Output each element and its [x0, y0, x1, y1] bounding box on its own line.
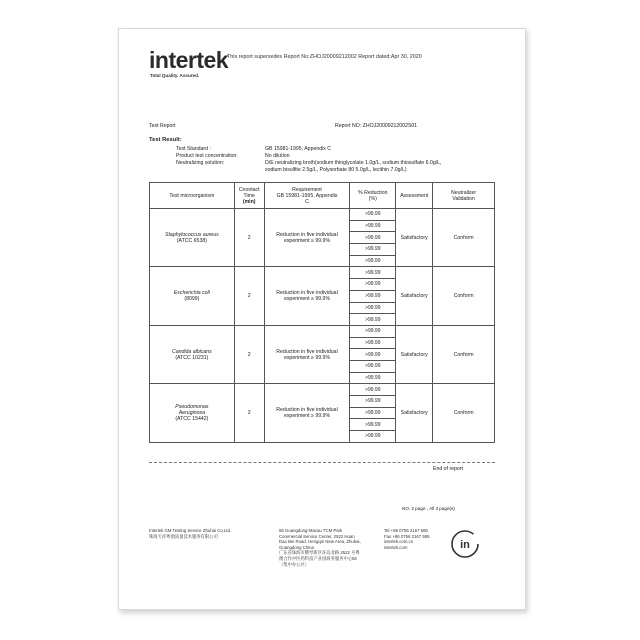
neutralizing-value-line2: sodium bisulfite 2.5g/L, Polysorbate 80 5.0g/L, lecithin 7.0g/L) [265, 167, 407, 173]
footer-contact [384, 528, 430, 550]
header-microorganism: Test microorganism [150, 183, 235, 209]
page-info: NO. 2 page , All 3 page(s) [402, 506, 455, 511]
concentration-value: No dilution [265, 153, 290, 159]
footer-web2: intertek.com [384, 544, 408, 550]
reduction-value: >99.99 [350, 431, 396, 443]
footer-tel: Tel +86 0756 2167 580 [384, 528, 428, 533]
requirement-cell: Reduction in five individual experiment ≥ 99.9% [264, 267, 350, 325]
reduction-value: >99.99 [350, 267, 396, 279]
requirement-cell: Reduction in five individual experiment ≥ 99.9% [264, 325, 350, 383]
neutralizing-label: Neutralizing solution: [176, 160, 225, 166]
test-result-title: Test Result: [149, 137, 182, 143]
end-of-report: End of report [433, 466, 463, 472]
table-row [150, 384, 495, 396]
footer-address: 55 Guangdong-Macau TCM Park Commercial Service Center, 2522 Huan Dao Bei Road, Hengqin New Area, Zhuhai, Guangdong China 广东省珠海市横琴新区环岛北路 2522 号粤 澳合作中医药科技产业园商务服务中心55 （集中办公区） [279, 528, 361, 567]
microorganism-cell: Candida albicans (ATCC 10231) [150, 325, 235, 383]
reduction-value: >99.99 [350, 232, 396, 244]
reduction-value: >99.99 [350, 349, 396, 361]
assessment-cell: Satisfactory [396, 325, 433, 383]
table-row [150, 209, 495, 221]
reduction-value: >99.99 [350, 314, 396, 326]
contact-time-cell: 2 [234, 325, 264, 383]
test-report-label: Test Report [149, 123, 176, 129]
header-requirement: Requirement GB 15981-1995, Appendix C [264, 183, 350, 209]
end-divider [149, 462, 495, 463]
reduction-value: >99.99 [350, 407, 396, 419]
assessment-cell: Satisfactory [396, 267, 433, 325]
standard-label: Test Standard : [176, 146, 211, 152]
reduction-value: >99.99 [350, 279, 396, 291]
table-header-row [150, 183, 495, 209]
footer-company: Intertek GM Testing Service Zhuhai Co.Ltd. 珠海天祥粤澳质量技术服务有限公司 [149, 528, 232, 539]
reduction-value: >99.99 [350, 209, 396, 221]
reduction-value: >99.99 [350, 255, 396, 267]
supersedes-note: This report supersedes Report No:ZHOJ20009212002 Report dated:Apr 30, 2020 [227, 54, 422, 60]
contact-time-cell: 2 [234, 384, 264, 442]
reduction-value: >99.99 [350, 302, 396, 314]
footer-web: intertek.com.cn [384, 539, 414, 545]
header-contact-time: Cnontact Time (min) [234, 183, 264, 209]
requirement-cell: Reduction in five individual experiment ≥ 99.9% [264, 209, 350, 267]
intertek-in-logo-icon [450, 529, 480, 559]
table-row [150, 267, 495, 279]
requirement-cell: Reduction in five individual experiment ≥ 99.9% [264, 384, 350, 442]
reduction-value: >99.99 [350, 360, 396, 372]
reduction-value: >99.99 [350, 325, 396, 337]
assessment-cell: Satisfactory [396, 209, 433, 267]
microorganism-cell: Pseudomonas Aeruginosa (ATCC 15442) [150, 384, 235, 442]
assessment-cell: Satisfactory [396, 384, 433, 442]
validation-cell: Conform [433, 209, 495, 267]
reduction-value: >99.99 [350, 290, 396, 302]
reduction-value: >99.99 [350, 384, 396, 396]
svg-text:in: in [460, 539, 470, 551]
reduction-value: >99.99 [350, 220, 396, 232]
reduction-value: >99.99 [350, 372, 396, 384]
contact-time-cell: 2 [234, 209, 264, 267]
report-number: Report NO: ZHOJ20009212002S01 [335, 123, 418, 129]
logo-tagline: Total Quality. Assured. [150, 73, 200, 78]
report-page [118, 28, 526, 610]
neutralizing-value-line1: D/E neutralizing broth(sodium thioglycolate 1.0g/L, sodium thiosulfate 6.0g/L, [265, 160, 442, 166]
microorganism-cell: Escherichia coli (8099) [150, 267, 235, 325]
header-assessment: Assessment [396, 183, 433, 209]
contact-time-cell: 2 [234, 267, 264, 325]
microorganism-cell: Staphylococcus aureus (ATCC 6538) [150, 209, 235, 267]
intertek-logo: intertek [149, 47, 229, 73]
concentration-label: Product test concentration: [176, 153, 238, 159]
reduction-value: >99.99 [350, 396, 396, 408]
validation-cell: Conform [433, 267, 495, 325]
reduction-value: >99.99 [350, 419, 396, 431]
reduction-value: >99.99 [350, 244, 396, 256]
footer-fax: Fax +86 0756 2167 595 [384, 533, 430, 539]
reduction-value: >99.99 [350, 337, 396, 349]
results-table [149, 182, 495, 443]
header-reduction: % Reduction (%) [350, 183, 396, 209]
header-validation: Neutralizer Validation [433, 183, 495, 209]
standard-value: GB 15981-1995, Appendix C [265, 146, 332, 152]
table-row [150, 325, 495, 337]
validation-cell: Conform [433, 384, 495, 442]
validation-cell: Conform [433, 325, 495, 383]
